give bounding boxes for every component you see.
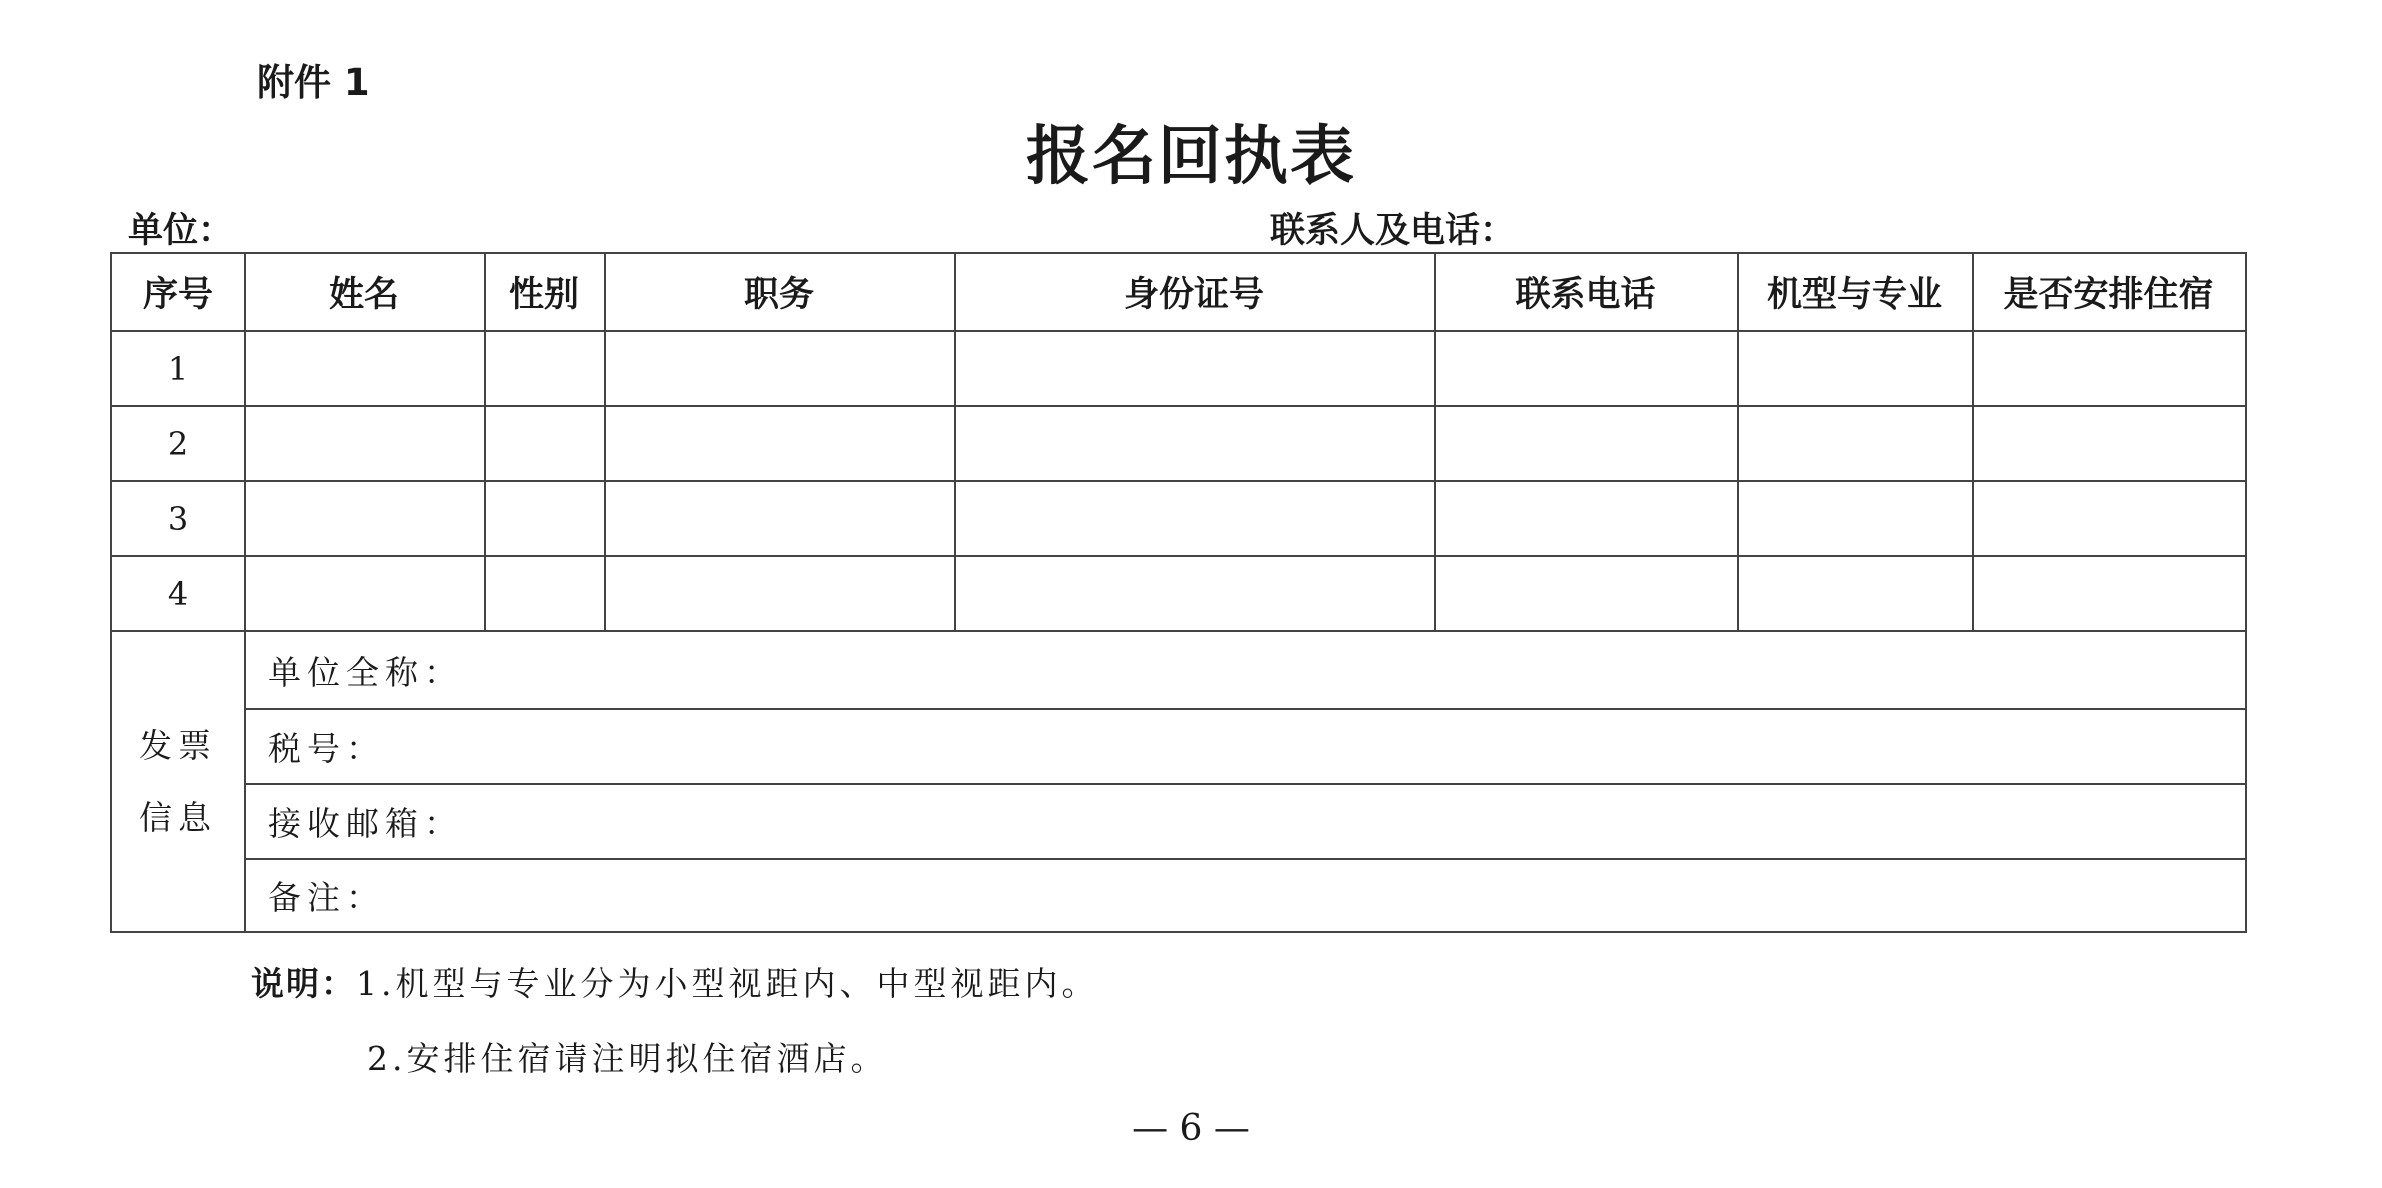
column-header-position: 职务 <box>743 275 814 315</box>
header-row-divider <box>112 330 2245 332</box>
form-title: 报名回执表 <box>1026 119 1356 194</box>
column-header-name: 姓名 <box>328 275 399 315</box>
column-header-seq: 序号 <box>142 275 213 315</box>
note-item: 1.机型与专业分为小型视距内、中型视距内。 <box>356 964 1099 1003</box>
unit-field-label: 单位： <box>128 211 234 251</box>
attachment-label: 附件 1 <box>257 61 370 104</box>
invoice-tax-number-field: 税号： <box>268 729 385 768</box>
notes-line-2 <box>367 1033 888 1080</box>
contact-field-label: 联系人及电话： <box>1270 211 1516 251</box>
column-header-accommodation: 是否安排住宿 <box>2003 275 2214 315</box>
invoice-remarks-field: 备注： <box>268 878 385 917</box>
row-number: 3 <box>167 499 189 538</box>
row-divider <box>112 555 2245 557</box>
note-item: 2.安排住宿请注明拟住宿酒店。 <box>367 1039 888 1078</box>
column-header-model-specialty: 机型与专业 <box>1766 275 1942 315</box>
notes-heading: 说明： <box>251 964 356 1003</box>
registration-table <box>110 252 2247 933</box>
row-divider <box>112 480 2245 482</box>
row-number: 4 <box>167 574 189 613</box>
page-number: — 6 — <box>1132 1108 1250 1149</box>
row-divider <box>112 405 2245 407</box>
row-number: 2 <box>167 424 189 463</box>
invoice-label-line: 信息 <box>139 797 217 837</box>
invoice-label-line: 发票 <box>139 725 217 765</box>
invoice-company-name-field: 单位全称： <box>268 652 463 692</box>
invoice-info-label <box>112 632 244 931</box>
notes-line-1 <box>251 958 1099 1005</box>
row-number: 1 <box>167 349 189 388</box>
invoice-email-field: 接收邮箱： <box>268 804 463 843</box>
column-header-gender: 性别 <box>508 275 579 315</box>
column-header-phone: 联系电话 <box>1515 275 1656 315</box>
column-header-id-number: 身份证号 <box>1123 275 1264 315</box>
